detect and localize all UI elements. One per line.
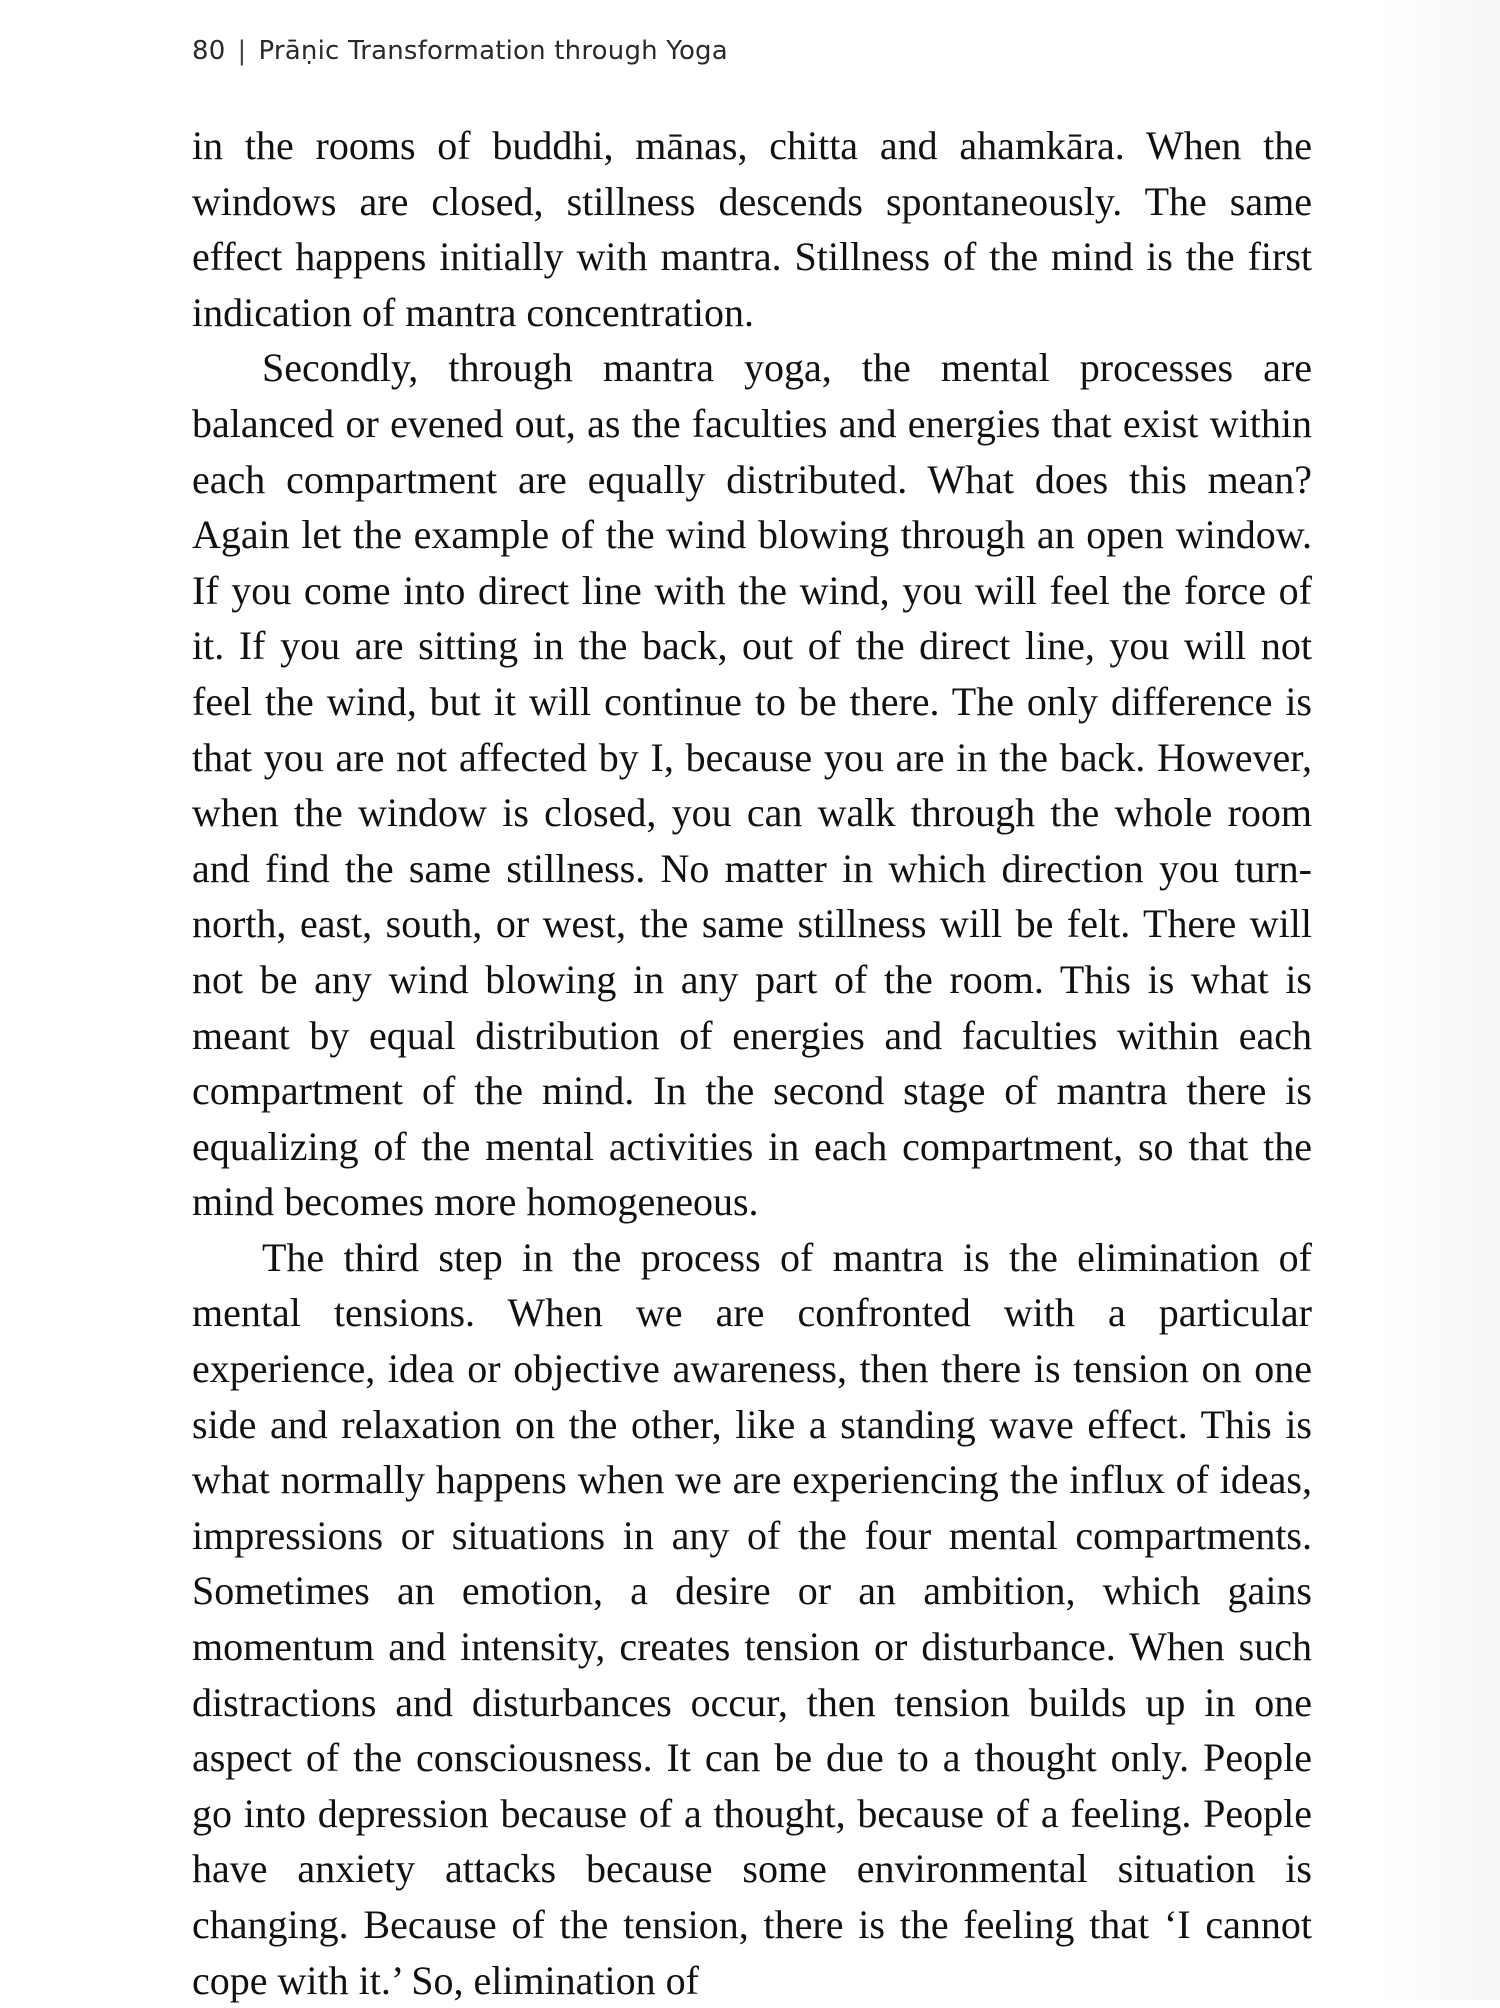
paragraph-continued: in the rooms of buddhi, mānas, chitta and ahamkāra. When the windows are closed, stillness descends spontaneously. The same effect happens initially with mantra. Stillness of the mind is the first indication of mantra concentration. xyxy=(192,123,1312,335)
paragraph-secondly: Secondly, through mantra yoga, the mental processes are balanced or evened out, as the faculties and energies that exist within each compartment are equally distributed. What does this mean? Again let the example of the wind blowing through an open window. If you come into direct line with the wind, you will feel the force of it. If you are sitting in the back, out of the direct line, you will not feel the wind, but it will continue to be there. The only difference is that you are not affected by I, because you are in the back. However, when the window is closed, you can walk through the whole room and find the same stillness. No matter in which direction you turn-north, east, south, or west, the same stillness will be felt. There will not be any wind blowing in any part of the room. This is what is meant by equal distribution of energies and faculties within each compartment of the mind. In the second stage of mantra there is equalizing of the mental activities in each compartment, so that the mind becomes more homogeneous. xyxy=(192,345,1312,1225)
header-separator: | xyxy=(237,36,247,66)
running-head xyxy=(192,36,728,66)
page-number: 80 xyxy=(192,36,226,66)
book-title: Prāṇic Transformation through Yoga xyxy=(258,36,728,66)
paragraph-third-step: The third step in the process of mantra is the elimination of mental tensions. When we are confronted with a particular experience, idea or objective awareness, then there is tension on one side and relaxation on the other, like a standing wave effect. This is what normally happens when we are experiencing the influx of ideas, impressions or situations in any of the four mental compartments. Sometimes an emotion, a desire or an ambition, which gains momentum and intensity, creates tension or disturbance. When such distractions and disturbances occur, then tension builds up in one aspect of the consciousness. It can be due to a thought only. People go into depression because of a thought, because of a feeling. People have anxiety attacks because some environmental situation is changing. Because of the tension, there is the feeling that ‘I cannot cope with it.’ So, elimination of xyxy=(192,1234,1312,2003)
body-text xyxy=(192,118,1312,2008)
